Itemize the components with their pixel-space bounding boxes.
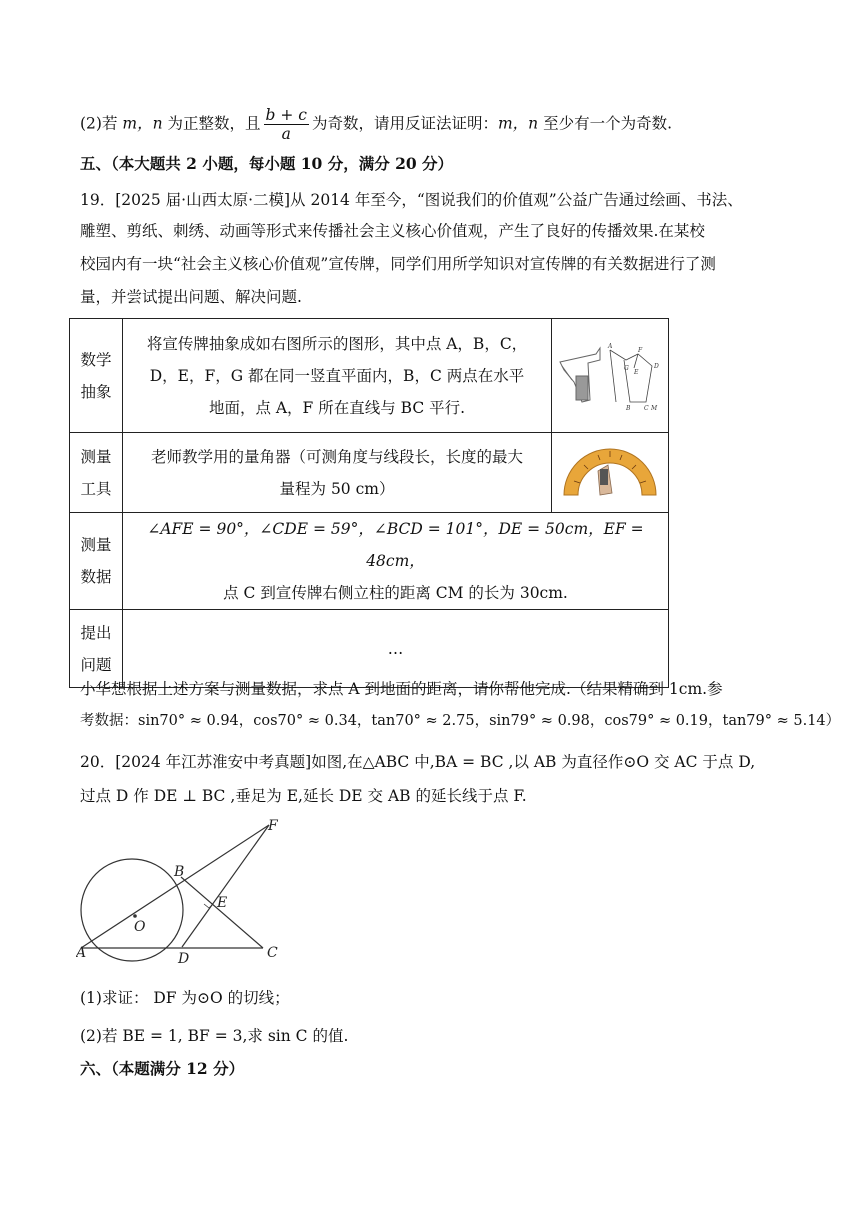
q19-after1: 小华想根据上述方案与测量数据，求点 A 到地面的距离，请你帮他完成.（结果精确到 1cm.参	[80, 680, 723, 698]
row-label-question: 提出 问题	[70, 610, 123, 688]
label-a: A	[76, 945, 87, 961]
row-text-question: …	[123, 610, 669, 688]
protractor-photo	[552, 433, 669, 513]
label-b: B	[174, 864, 185, 880]
q19-line2: 雕塑、剪纸、刺绣、动画等形式来传播社会主义核心价值观，产生了良好的传播效果.在某校	[80, 222, 705, 240]
center-dot	[133, 914, 137, 918]
q19-line1: 19．[2025 届·山西太原·二模]从 2014 年至今，“图说我们的价值观”公益广告通过绘画、书法、	[80, 191, 743, 209]
row-label-data: 测量 数据	[70, 513, 123, 610]
segment-df	[182, 825, 269, 947]
q20-part1: (1)求证： DF 为⊙O 的切线；	[80, 989, 290, 1007]
row-label-tool: 测量 工具	[70, 433, 123, 513]
svg-text:D: D	[654, 362, 659, 370]
row-text-data: ∠AFE = 90°，∠CDE = 59°，∠BCD = 101°，DE = 50cm，EF = 48cm， 点 C 到宣传牌右侧立柱的距离 CM 的长为 30cm.	[123, 513, 669, 610]
row-text-tool: 老师教学用的量角器（可测角度与线段长，长度的最大 量程为 50 cm）	[123, 433, 552, 513]
svg-text:F: F	[638, 346, 643, 354]
row-text-abstraction: 将宣传牌抽象成如右图所示的图形，其中点 A，B，C， D，E，F，G 都在同一竖直平面内，B，C 两点在水平 地面，点 A，F 所在直线与 BC 平行.	[123, 319, 552, 433]
section5-title: 五、（本大题共 2 小题，每小题 10 分，满分 20 分）	[80, 154, 454, 173]
label-f: F	[268, 818, 278, 834]
fraction: $\frac{b + c}{a}$	[265, 106, 307, 143]
q18-part2: (2)若 m，n 为正整数，且 $\frac{b + c}{a}$ 为奇数，请用反证法证明：m，n 至少有一个为奇数.	[80, 106, 673, 143]
circle-o	[81, 859, 183, 961]
signboard-diagram	[552, 319, 669, 433]
label-o: O	[134, 919, 146, 935]
svg-text:C: C	[644, 404, 649, 412]
svg-text:E: E	[634, 368, 639, 376]
section6-title: 六、（本题满分 12 分）	[80, 1059, 245, 1078]
q19-line3: 校园内有一块“社会主义核心价值观”宣传牌，同学们用所学知识对宣传牌的有关数据进行了测	[80, 255, 716, 273]
svg-text:A: A	[608, 342, 613, 350]
row-label-abstraction: 数学 抽象	[70, 319, 123, 433]
label-d: D	[178, 951, 190, 965]
svg-text:G: G	[624, 364, 629, 372]
label-e: E	[217, 895, 228, 911]
q20-part2: (2)若 BE = 1, BF = 3,求 sin C 的值.	[80, 1027, 349, 1045]
q19-line4: 量，并尝试提出问题、解决问题.	[80, 288, 302, 306]
q20-line2: 过点 D 作 DE ⊥ BC ,垂足为 E,延长 DE 交 AB 的延长线于点 F.	[80, 787, 527, 805]
svg-text:M: M	[651, 404, 658, 412]
measurement-table	[69, 318, 669, 688]
label-c: C	[267, 945, 278, 961]
q20-line1: 20．[2024 年江苏淮安中考真题]如图,在△ABC 中,BA = BC ,以 AB 为直径作⊙O 交 AC 于点 D,	[80, 753, 756, 771]
svg-text:B: B	[626, 404, 631, 412]
q19-after2: 考数据：sin70° ≈ 0.94，cos70° ≈ 0.34，tan70° ≈ 2.75，sin79° ≈ 0.98，cos79° ≈ 0.19，tan79° ≈ 5.14）	[80, 713, 841, 729]
circle-triangle-figure	[76, 815, 296, 965]
segment-bc	[181, 877, 263, 948]
